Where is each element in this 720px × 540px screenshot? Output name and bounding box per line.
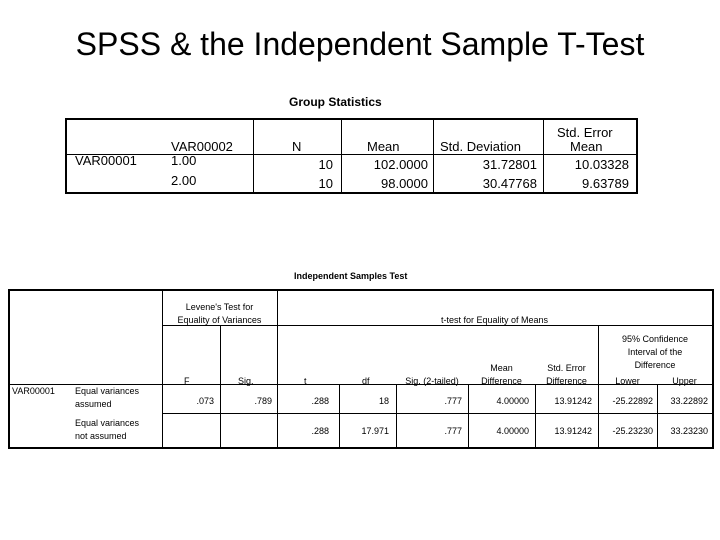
row-label-2: not assumed	[75, 431, 127, 441]
t-header: t	[304, 376, 307, 386]
upper-header: Upper	[672, 376, 697, 386]
row-label: Equal variances	[75, 418, 140, 428]
variable-label: VAR00001	[75, 153, 137, 168]
t-cell: .288	[311, 396, 329, 406]
sig2-cell: .777	[444, 396, 462, 406]
df-header: df	[362, 376, 370, 386]
se-cell: 9.63789	[582, 176, 629, 191]
sig-header: Sig.	[238, 376, 254, 386]
t-cell: .288	[311, 426, 329, 436]
independent-samples-table	[8, 289, 714, 449]
divider	[339, 384, 340, 447]
sig-cell: .789	[254, 396, 272, 406]
df-cell: 18	[378, 396, 389, 406]
mean-header: Mean	[367, 139, 400, 154]
mean-cell: 102.0000	[373, 157, 428, 172]
divider	[396, 384, 397, 447]
sig2-cell: .777	[444, 426, 462, 436]
mean-cell: 98.0000	[381, 176, 428, 191]
group-cell: 2.00	[171, 173, 197, 188]
group-header: VAR00002	[171, 139, 233, 154]
mean-diff-cell: 4.00000	[496, 396, 529, 406]
variable-label: VAR00001	[12, 386, 55, 396]
ci-header: 95% Confidence	[621, 334, 689, 344]
mean-diff-header-2: Difference	[481, 376, 522, 386]
std-error-header-2: Mean	[570, 139, 603, 154]
divider	[162, 413, 712, 414]
std-deviation-header: Std. Deviation	[440, 139, 521, 154]
std-error-diff-header-2: Difference	[546, 376, 587, 386]
std-error-header: Std. Error	[557, 125, 613, 140]
sd-cell: 30.47768	[482, 176, 537, 191]
divider	[543, 120, 544, 192]
upper-cell: 33.22892	[670, 396, 708, 406]
mean-diff-cell: 4.00000	[496, 426, 529, 436]
sd-cell: 31.72801	[482, 157, 537, 172]
ci-header-2: Interval of the	[627, 347, 683, 357]
divider	[341, 120, 342, 192]
levene-header-2: Equality of Variances	[177, 315, 262, 325]
ttest-header: t-test for Equality of Means	[440, 315, 549, 325]
divider	[535, 384, 536, 447]
lower-cell: -25.23230	[612, 426, 653, 436]
divider	[253, 120, 254, 192]
n-cell: 10	[318, 157, 333, 172]
divider	[162, 325, 712, 326]
lower-header: Lower	[615, 376, 640, 386]
divider	[220, 325, 221, 447]
levene-header: Levene's Test for	[185, 302, 254, 312]
std-error-diff-cell: 13.91242	[554, 426, 592, 436]
upper-cell: 33.23230	[670, 426, 708, 436]
df-cell: 17.971	[361, 426, 389, 436]
ci-header-3: Difference	[634, 360, 676, 370]
se-cell: 10.03328	[574, 157, 629, 172]
divider	[67, 154, 636, 155]
row-label-2: assumed	[75, 399, 112, 409]
f-cell: .073	[196, 396, 214, 406]
group-statistics-title: Group Statistics	[289, 95, 382, 109]
n-header: N	[292, 139, 302, 154]
std-error-diff-cell: 13.91242	[554, 396, 592, 406]
f-header: F	[184, 376, 190, 386]
independent-samples-title: Independent Samples Test	[294, 271, 408, 281]
group-cell: 1.00	[171, 153, 197, 168]
lower-cell: -25.22892	[612, 396, 653, 406]
std-error-diff-header: Std. Error	[547, 363, 586, 373]
row-label: Equal variances	[75, 386, 140, 396]
n-cell: 10	[318, 176, 333, 191]
sig2-header: Sig. (2-tailed)	[405, 376, 459, 386]
mean-diff-header: Mean	[490, 363, 513, 373]
divider	[468, 384, 469, 447]
divider	[433, 120, 434, 192]
slide-title: SPSS & the Independent Sample T-Test	[75, 26, 645, 62]
group-statistics-table	[65, 118, 638, 194]
divider	[657, 384, 658, 447]
